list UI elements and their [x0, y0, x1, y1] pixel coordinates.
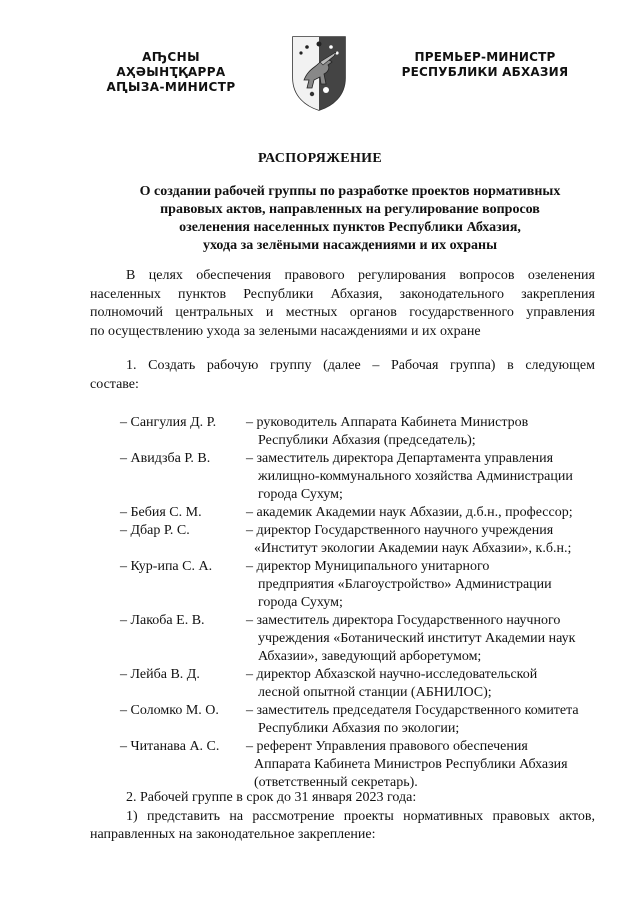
member-role-line: предприятия «Благоустройство» Администрации — [258, 577, 552, 592]
member-role-line: жилищно-коммунального хозяйства Администрации — [258, 469, 573, 484]
document-title: РАСПОРЯЖЕНИЕ — [258, 151, 382, 166]
member-name: – Лакоба Е. В. — [120, 613, 205, 628]
member-role-line: (ответственный секретарь). — [254, 775, 418, 790]
preamble-paragraph — [90, 267, 595, 341]
header-abkhaz — [86, 50, 256, 95]
member-role-line: – директор Абхазской научно-исследовательской — [246, 667, 538, 682]
list-item — [120, 666, 620, 702]
item-2-line: 1) представить на рассмотрение проекты нормативных правовых актов, — [126, 808, 595, 824]
item-2-paragraph — [90, 789, 595, 845]
member-role-line: – академик Академии наук Абхазии, д.б.н., профессор; — [246, 505, 573, 520]
member-role — [246, 612, 620, 666]
header-russian — [400, 50, 570, 80]
member-name: – Лейба В. Д. — [120, 667, 200, 682]
item-1-paragraph — [90, 357, 595, 394]
list-item — [120, 612, 620, 666]
list-item — [120, 738, 620, 792]
item-2-line: 2. Рабочей группе в срок до 31 января 2023 года: — [126, 790, 417, 805]
member-role — [246, 522, 620, 558]
preamble-line: В целях обеспечения правового регулирования вопросов озеленения — [126, 268, 595, 283]
member-role-line: «Институт экологии Академии наук Абхазии», к.б.н.; — [254, 541, 572, 556]
list-item — [120, 450, 620, 504]
list-item — [120, 522, 620, 558]
member-name: – Кур-ипа С. А. — [120, 559, 213, 574]
item-1-line: составе: — [90, 376, 139, 392]
member-role-line: – заместитель директора Департамента управления — [246, 451, 554, 466]
member-role-line: – директор Муниципального унитарного — [246, 559, 490, 574]
member-name: – Авидзба Р. В. — [120, 451, 211, 466]
subject-line: О создании рабочей группы по разработке проектов нормативных — [139, 184, 561, 199]
list-item — [120, 504, 620, 522]
list-item — [120, 414, 620, 450]
member-role-line: – директор Государственного научного учреждения — [246, 523, 554, 538]
member-role-line: – руководитель Аппарата Кабинета Министров — [246, 415, 529, 430]
members-list — [120, 414, 620, 792]
member-role-line: города Сухум; — [258, 487, 343, 502]
member-name: – Дбар Р. С. — [120, 523, 190, 538]
member-role — [246, 414, 620, 450]
member-role-line: Республики Абхазия по экологии; — [258, 721, 460, 736]
subject-line: озеленения населенных пунктов Республики Абхазия, — [179, 220, 521, 235]
header-russian-line1: ПРЕМЬЕР-МИНИСТР — [414, 50, 556, 64]
member-name: – Сангулия Д. Р. — [120, 415, 217, 430]
member-role — [246, 738, 620, 792]
member-role-line: – заместитель председателя Государственного комитета — [246, 703, 579, 718]
item-1-line: 1. Создать рабочую группу (далее – Рабочая группа) в следующем — [126, 358, 595, 373]
member-role — [246, 558, 620, 612]
preamble-line: полномочий центральных и местных органов государственного управления — [90, 305, 595, 320]
subject-line: правовых актов, направленных на регулирование вопросов — [160, 202, 540, 217]
list-item — [120, 702, 620, 738]
member-name: – Бебия С. М. — [120, 505, 202, 520]
preamble-line: по осуществлению ухода за зелеными насаждениями и их охране — [90, 323, 481, 339]
member-role-line: – референт Управления правового обеспечения — [246, 739, 528, 754]
member-role-line: Аппарата Кабинета Министров Республики Абхазия — [254, 757, 568, 772]
member-role-line: лесной опытной станции (АБНИЛОС); — [258, 685, 492, 700]
member-role-line: учреждения «Ботанический институт Академии наук — [258, 631, 576, 646]
subject-line: ухода за зелёными насаждениями и их охраны — [202, 238, 498, 253]
member-role — [246, 450, 620, 504]
member-role — [246, 702, 620, 738]
member-role-line: Республики Абхазия (председатель); — [258, 433, 476, 448]
header-russian-line2: РЕСПУБЛИКИ АБХАЗИЯ — [401, 65, 569, 79]
header-abkhaz-line1: АҦСНЫ АҲӘЫНҬҚАРРА — [116, 50, 226, 79]
item-2-line: направленных на законодательное закрепление: — [90, 827, 376, 842]
header-abkhaz-line2: АԤЫЗА-МИНИСТР — [106, 80, 236, 94]
coat-of-arms-icon — [290, 34, 348, 112]
member-name: – Читанава А. С. — [120, 739, 220, 754]
member-role-line: – заместитель директора Государственного научного — [246, 613, 561, 628]
document-subject — [90, 183, 610, 255]
list-item — [120, 558, 620, 612]
member-role-line: города Сухум; — [258, 595, 343, 610]
member-name: – Соломко М. О. — [120, 703, 219, 718]
member-role-line: Абхазии», заведующий арборетумом; — [258, 649, 482, 664]
member-role — [246, 666, 620, 702]
preamble-line: населенных пунктов Республики Абхазия, законодательного закрепления — [90, 286, 595, 302]
member-role — [246, 504, 620, 522]
